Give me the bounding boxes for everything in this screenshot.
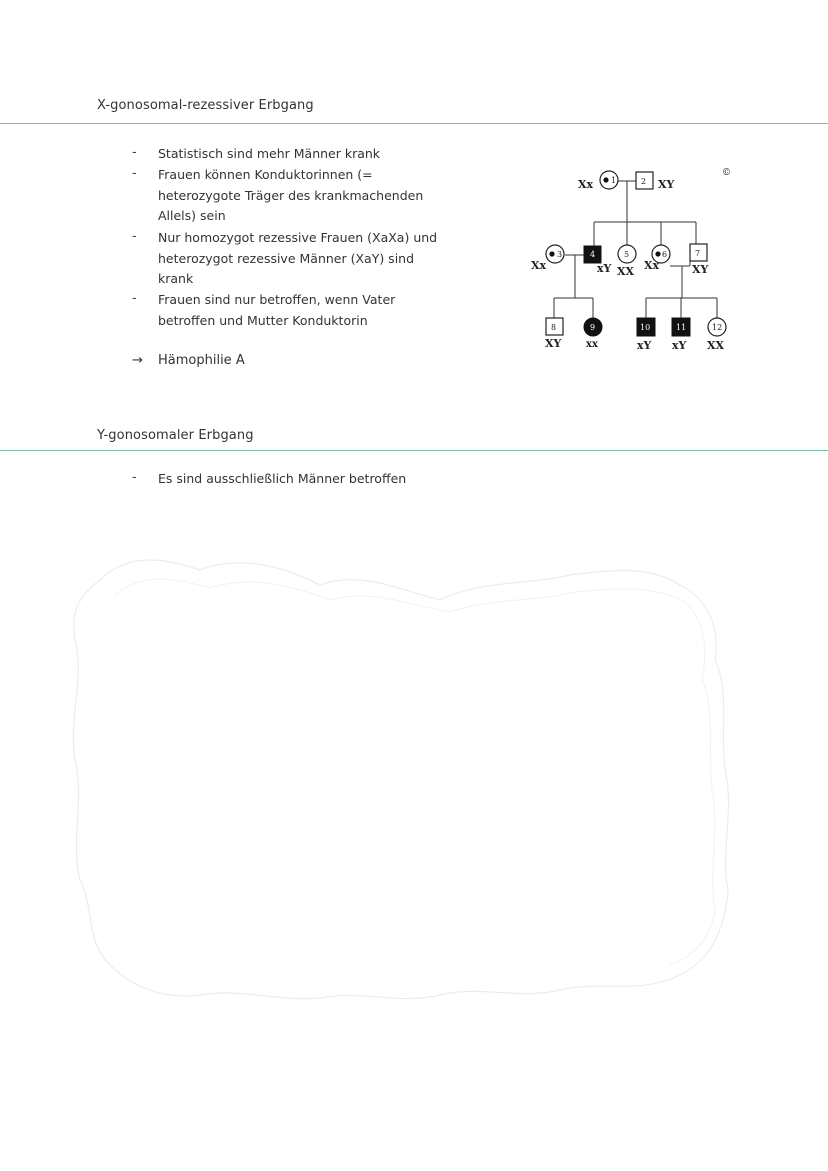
genotype-label: Xx — [578, 178, 594, 191]
bullet-4-line-1: Frauen sind nur betroffen, wenn Vater — [158, 292, 396, 307]
bullet-4-line-2: betroffen und Mutter Konduktorin — [158, 312, 368, 328]
individual-1 — [578, 171, 618, 191]
bullet-marker: - — [132, 470, 137, 485]
individual-5 — [617, 245, 636, 278]
genotype-label: Xx — [644, 259, 660, 272]
arrow-icon: → — [132, 353, 143, 368]
bullet-2-line-1: Frauen können Konduktorinnen (= — [158, 167, 373, 182]
bullet-3 — [158, 228, 458, 290]
individual-6 — [644, 245, 670, 272]
bullet-marker: - — [132, 166, 137, 181]
scribble-inner — [115, 579, 715, 965]
svg-text:7: 7 — [695, 249, 701, 258]
bullet-1-line-1: Statistisch sind mehr Männer krank — [158, 146, 381, 161]
section-2-divider — [0, 450, 828, 451]
individual-8 — [545, 318, 563, 350]
example-line — [132, 353, 245, 368]
genotype-label: xY — [597, 262, 612, 275]
section-2-title: Y-gonosomaler Erbgang — [97, 428, 254, 443]
section-2-bullet-1: Es sind ausschließlich Männer betroffen — [158, 471, 407, 486]
individual-10 — [637, 318, 655, 352]
bullet-marker: - — [132, 145, 137, 160]
svg-text:8: 8 — [551, 323, 557, 332]
svg-text:9: 9 — [590, 323, 596, 332]
svg-text:12: 12 — [712, 323, 723, 332]
bullet-2-line-2: heterozygote Träger des krankmachenden — [158, 187, 424, 203]
individual-3 — [531, 245, 564, 272]
pedigree-chart — [520, 160, 740, 360]
genotype-label: xY — [672, 339, 687, 352]
svg-text:2: 2 — [641, 177, 647, 186]
individual-7 — [690, 244, 709, 276]
svg-text:11: 11 — [676, 323, 687, 332]
genotype-label: XY — [658, 178, 675, 191]
genotype-label: XY — [545, 337, 562, 350]
individual-4 — [584, 246, 612, 275]
example-text: Hämophilie A — [158, 353, 245, 368]
bullet-4 — [158, 290, 458, 331]
genotype-label: XX — [707, 339, 725, 352]
genotype-label: xx — [586, 339, 598, 350]
svg-text:4: 4 — [590, 250, 596, 259]
svg-text:1: 1 — [611, 176, 617, 185]
individual-2 — [636, 172, 675, 191]
genotype-label: xY — [637, 339, 652, 352]
genotype-label: XX — [617, 265, 635, 278]
bullet-marker: - — [132, 229, 137, 244]
bullet-3-line-2: heterozygot rezessive Männer (XaY) sind — [158, 250, 415, 266]
individual-12 — [707, 318, 726, 352]
svg-text:6: 6 — [662, 250, 668, 259]
svg-text:3: 3 — [557, 250, 563, 259]
svg-text:10: 10 — [640, 323, 651, 332]
copyright-mark: © — [722, 168, 731, 178]
scribble-border — [60, 540, 760, 1010]
genotype-label: Xx — [531, 259, 547, 272]
bullet-2-line-3: Allels) sein — [158, 208, 226, 224]
bullet-marker: - — [132, 291, 137, 306]
bullet-3-line-3: krank — [158, 271, 194, 287]
section-1-title: X-gonosomal-rezessiver Erbgang — [97, 98, 314, 113]
genotype-label: XY — [692, 263, 709, 276]
bullet-2 — [158, 165, 458, 227]
section-1-divider — [0, 123, 828, 124]
individual-11 — [672, 318, 690, 352]
individual-9 — [584, 318, 602, 350]
bullet-3-line-1: Nur homozygot rezessive Frauen (XaXa) und — [158, 230, 438, 245]
svg-text:5: 5 — [624, 250, 630, 259]
bullet-1 — [158, 144, 458, 165]
scribble-outline — [73, 560, 728, 999]
